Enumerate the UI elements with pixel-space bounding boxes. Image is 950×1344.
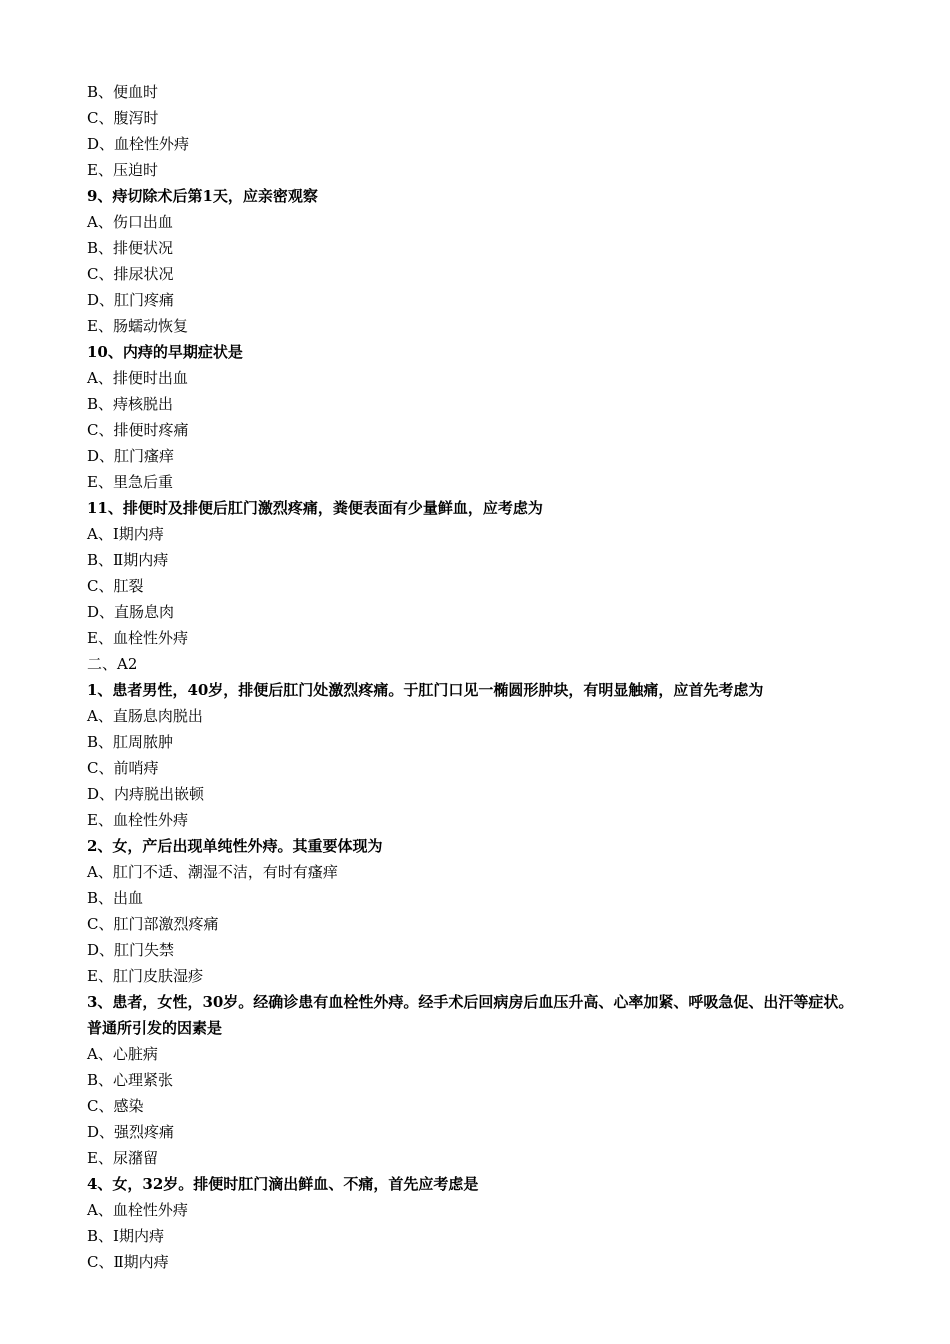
option-line: B、出血 xyxy=(87,889,144,907)
option-line: E、血栓性外痔 xyxy=(87,629,188,647)
question-text: 11、排便时及排便后肛门激烈疼痛，粪便表面有少量鲜血，应考虑为 xyxy=(87,499,543,517)
option-line: D、直肠息肉 xyxy=(87,603,175,621)
option-line: A、肛门不适、潮湿不洁，有时有瘙痒 xyxy=(87,863,338,881)
option-line: B、肛周脓肿 xyxy=(87,733,174,751)
document-page xyxy=(87,79,867,1275)
option-line: D、肛门失禁 xyxy=(87,941,175,959)
question-text: 2、女，产后出现单纯性外痔。其重要体现为 xyxy=(87,837,383,855)
option-line: A、伤口出血 xyxy=(87,213,173,231)
question-text: 3、患者，女性，30岁。经确诊患有血栓性外痔。经手术后回病房后血压升高、心率加紧、呼吸急促、出汗等症状。普通所引发的因素是 xyxy=(87,993,854,1037)
question-text: 10、内痔的早期症状是 xyxy=(87,343,243,361)
option-line: E、尿潴留 xyxy=(87,1149,158,1167)
option-line: D、强烈疼痛 xyxy=(87,1123,175,1141)
option-line: A、排便时出血 xyxy=(87,369,188,387)
option-line: C、肛门部激烈疼痛 xyxy=(87,915,219,933)
option-line: A、Ⅰ期内痔 xyxy=(87,525,164,543)
option-line: B、痔核脱出 xyxy=(87,395,174,413)
option-line: A、直肠息肉脱出 xyxy=(87,707,203,725)
option-line: C、感染 xyxy=(87,1097,144,1115)
option-line: C、前哨痔 xyxy=(87,759,159,777)
option-line: C、肛裂 xyxy=(87,577,144,595)
option-line: B、心理紧张 xyxy=(87,1071,174,1089)
question-text: 9、痔切除术后第1天，应亲密观察 xyxy=(87,187,318,205)
question-text: 1、患者男性，40岁，排便后肛门处激烈疼痛。于肛门口见一椭圆形肿块，有明显触痛，应首先考虑为 xyxy=(87,681,764,699)
option-line: C、Ⅱ期内痔 xyxy=(87,1253,169,1271)
option-line: E、血栓性外痔 xyxy=(87,811,188,829)
option-line: D、肛门疼痛 xyxy=(87,291,175,309)
option-line: D、血栓性外痔 xyxy=(87,135,190,153)
option-line: B、Ⅰ期内痔 xyxy=(87,1227,164,1245)
question-text: 4、女，32岁。排便时肛门滴出鲜血、不痛，首先应考虑是 xyxy=(87,1175,479,1193)
option-line: E、里急后重 xyxy=(87,473,173,491)
option-line: C、腹泻时 xyxy=(87,109,159,127)
option-line: E、肠蠕动恢复 xyxy=(87,317,188,335)
option-line: D、内痔脱出嵌顿 xyxy=(87,785,205,803)
section-heading: 二、A2 xyxy=(87,655,138,673)
option-line: A、血栓性外痔 xyxy=(87,1201,188,1219)
option-line: B、便血时 xyxy=(87,83,159,101)
option-line: B、Ⅱ期内痔 xyxy=(87,551,169,569)
option-line: B、排便状况 xyxy=(87,239,174,257)
option-line: E、压迫时 xyxy=(87,161,158,179)
option-line: D、肛门瘙痒 xyxy=(87,447,175,465)
option-line: C、排尿状况 xyxy=(87,265,174,283)
option-line: E、肛门皮肤湿疹 xyxy=(87,967,203,985)
option-line: A、心脏病 xyxy=(87,1045,158,1063)
option-line: C、排便时疼痛 xyxy=(87,421,189,439)
